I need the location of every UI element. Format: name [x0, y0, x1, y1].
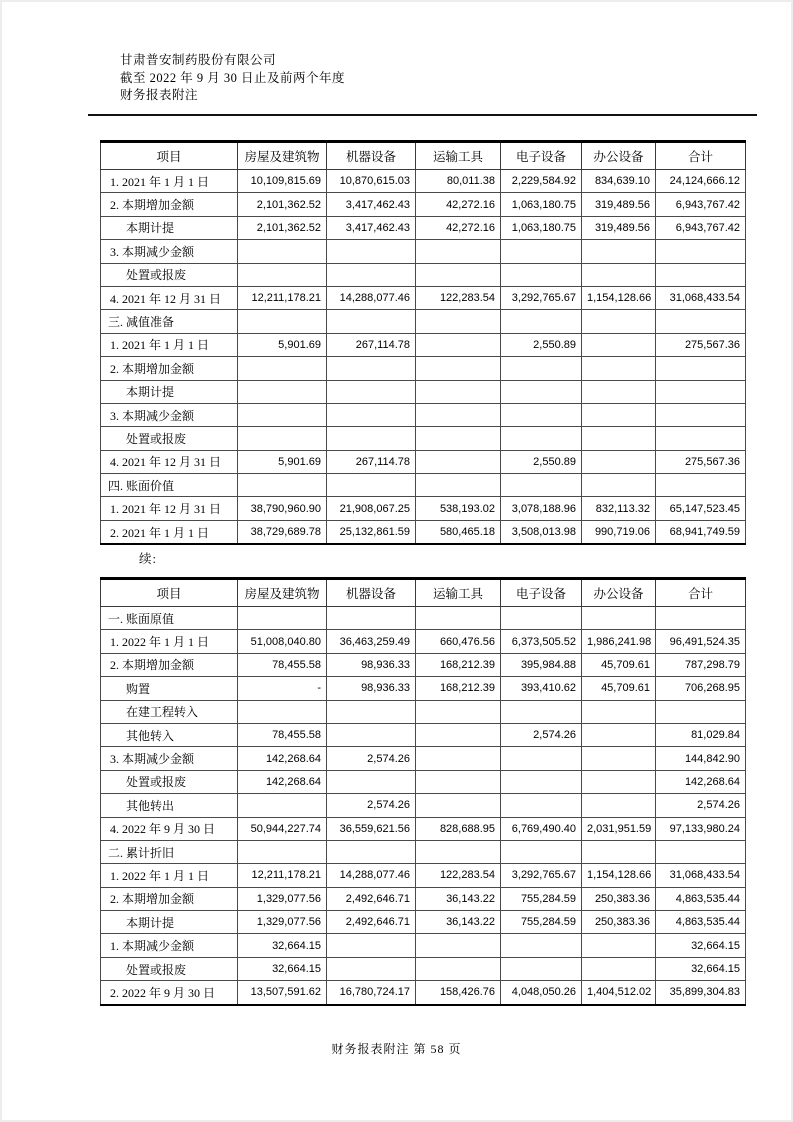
cell-value — [327, 357, 416, 380]
cell-value: 1,986,241.98 — [582, 630, 656, 653]
row-label: 1. 2021 年 1 月 1 日 — [101, 333, 238, 356]
cell-value: 1,329,077.56 — [238, 887, 327, 910]
cell-value — [327, 380, 416, 403]
table-row — [101, 817, 746, 840]
cell-value: 393,410.62 — [501, 677, 582, 700]
table-header-row — [101, 142, 746, 170]
cell-value: 2,574.26 — [327, 747, 416, 770]
cell-value: 25,132,861.59 — [327, 520, 416, 544]
cell-value — [582, 747, 656, 770]
cell-value: 1,404,512.02 — [582, 981, 656, 1005]
cell-value: 267,114.78 — [327, 333, 416, 356]
cell-value — [327, 607, 416, 630]
report-period: 截至 2022 年 9 月 30 日止及前两个年度 — [120, 70, 346, 85]
cell-value: 580,465.18 — [416, 520, 501, 544]
table-row — [101, 474, 746, 497]
cell-value: 2,550.89 — [501, 450, 582, 473]
cell-value — [416, 403, 501, 426]
cell-value — [238, 403, 327, 426]
table-row — [101, 911, 746, 934]
cell-value — [582, 474, 656, 497]
row-label: 其他转出 — [101, 794, 238, 817]
cell-value: 6,943,767.42 — [656, 216, 746, 239]
cell-value: 81,029.84 — [656, 723, 746, 746]
cell-value: 3,417,462.43 — [327, 193, 416, 216]
cell-value: 31,068,433.54 — [656, 286, 746, 309]
cell-value — [238, 607, 327, 630]
row-label: 2. 本期增加金额 — [101, 653, 238, 676]
column-header: 办公设备 — [582, 579, 656, 607]
cell-value — [656, 840, 746, 863]
cell-value — [416, 333, 501, 356]
column-header: 运输工具 — [416, 142, 501, 170]
continuation-label: 续: — [139, 552, 157, 566]
cell-value — [327, 310, 416, 333]
cell-value: 2,031,951.59 — [582, 817, 656, 840]
cell-value — [416, 450, 501, 473]
cell-value — [327, 840, 416, 863]
row-label: 本期计提 — [101, 911, 238, 934]
cell-value — [416, 427, 501, 450]
row-label: 1. 本期减少金额 — [101, 934, 238, 957]
cell-value — [416, 263, 501, 286]
cell-value — [416, 747, 501, 770]
cell-value: 32,664.15 — [656, 934, 746, 957]
cell-value: 319,489.56 — [582, 193, 656, 216]
cell-value: 828,688.95 — [416, 817, 501, 840]
header-rule — [88, 114, 757, 116]
doc-title: 财务报表附注 — [120, 88, 199, 102]
row-label: 购置 — [101, 677, 238, 700]
row-label: 1. 2022 年 1 月 1 日 — [101, 864, 238, 887]
cell-value: 755,284.59 — [501, 911, 582, 934]
cell-value — [582, 770, 656, 793]
cell-value: 144,842.90 — [656, 747, 746, 770]
cell-value — [582, 957, 656, 980]
cell-value — [582, 794, 656, 817]
table-row — [101, 747, 746, 770]
cell-value: 1,063,180.75 — [501, 193, 582, 216]
cell-value: 4,863,535.44 — [656, 887, 746, 910]
cell-value: 990,719.06 — [582, 520, 656, 544]
cell-value — [238, 427, 327, 450]
row-label: 在建工程转入 — [101, 700, 238, 723]
cell-value — [656, 380, 746, 403]
cell-value — [501, 747, 582, 770]
company-name: 甘肃普安制药股份有限公司 — [120, 53, 277, 67]
cell-value: 6,943,767.42 — [656, 193, 746, 216]
table-row — [101, 450, 746, 473]
table-row — [101, 607, 746, 630]
cell-value: 45,709.61 — [582, 653, 656, 676]
row-label: 4. 2021 年 12 月 31 日 — [101, 450, 238, 473]
column-header: 房屋及建筑物 — [238, 579, 327, 607]
cell-value — [656, 310, 746, 333]
cell-value: 142,268.64 — [238, 747, 327, 770]
cell-value — [582, 240, 656, 263]
cell-value — [416, 934, 501, 957]
cell-value — [416, 723, 501, 746]
table-row — [101, 427, 746, 450]
cell-value — [238, 700, 327, 723]
cell-value: 97,133,980.24 — [656, 817, 746, 840]
cell-value: 78,455.58 — [238, 653, 327, 676]
cell-value — [416, 794, 501, 817]
cell-value — [501, 607, 582, 630]
table-row — [101, 497, 746, 520]
cell-value: 4,863,535.44 — [656, 911, 746, 934]
column-header: 运输工具 — [416, 579, 501, 607]
table-row — [101, 240, 746, 263]
table-row — [101, 934, 746, 957]
cell-value — [327, 723, 416, 746]
cell-value: 275,567.36 — [656, 333, 746, 356]
column-header: 办公设备 — [582, 142, 656, 170]
cell-value — [238, 380, 327, 403]
table-row — [101, 957, 746, 980]
row-label: 4. 2022 年 9 月 30 日 — [101, 817, 238, 840]
cell-value: 250,383.36 — [582, 887, 656, 910]
cell-value: 42,272.16 — [416, 216, 501, 239]
fixed-assets-table-2021 — [100, 140, 746, 545]
cell-value: 267,114.78 — [327, 450, 416, 473]
cell-value — [416, 380, 501, 403]
cell-value — [238, 240, 327, 263]
row-label: 2. 2022 年 9 月 30 日 — [101, 981, 238, 1005]
cell-value: 250,383.36 — [582, 911, 656, 934]
cell-value — [238, 474, 327, 497]
cell-value — [238, 263, 327, 286]
row-label: 四. 账面价值 — [101, 474, 238, 497]
cell-value: 6,373,505.52 — [501, 630, 582, 653]
cell-value — [501, 700, 582, 723]
cell-value: 2,574.26 — [501, 723, 582, 746]
row-label: 二. 累计折旧 — [101, 840, 238, 863]
column-header: 机器设备 — [327, 579, 416, 607]
cell-value: 3,292,765.67 — [501, 864, 582, 887]
cell-value — [501, 934, 582, 957]
fixed-assets-table-2022 — [100, 577, 746, 1006]
cell-value — [327, 427, 416, 450]
cell-value: 787,298.79 — [656, 653, 746, 676]
cell-value — [327, 770, 416, 793]
table-row — [101, 520, 746, 544]
cell-value — [656, 403, 746, 426]
cell-value — [501, 310, 582, 333]
cell-value — [416, 607, 501, 630]
cell-value — [327, 240, 416, 263]
cell-value — [501, 770, 582, 793]
cell-value: 16,780,724.17 — [327, 981, 416, 1005]
cell-value: 275,567.36 — [656, 450, 746, 473]
row-label: 本期计提 — [101, 216, 238, 239]
cell-value: 38,790,960.90 — [238, 497, 327, 520]
cell-value: 5,901.69 — [238, 333, 327, 356]
table-row — [101, 794, 746, 817]
cell-value — [582, 427, 656, 450]
cell-value — [501, 240, 582, 263]
column-header: 电子设备 — [501, 142, 582, 170]
row-label: 2. 本期增加金额 — [101, 193, 238, 216]
cell-value — [501, 357, 582, 380]
cell-value: 2,574.26 — [656, 794, 746, 817]
cell-value: 2,574.26 — [327, 794, 416, 817]
cell-value: 6,769,490.40 — [501, 817, 582, 840]
cell-value — [327, 403, 416, 426]
cell-value — [327, 700, 416, 723]
cell-value — [327, 957, 416, 980]
cell-value — [501, 957, 582, 980]
row-label: 处置或报废 — [101, 770, 238, 793]
cell-value: 21,908,067.25 — [327, 497, 416, 520]
cell-value — [582, 450, 656, 473]
cell-value: 834,639.10 — [582, 170, 656, 193]
cell-value: 38,729,689.78 — [238, 520, 327, 544]
cell-value — [582, 700, 656, 723]
cell-value — [416, 310, 501, 333]
cell-value — [416, 357, 501, 380]
cell-value: 65,147,523.45 — [656, 497, 746, 520]
table-row — [101, 357, 746, 380]
cell-value — [238, 357, 327, 380]
cell-value: 122,283.54 — [416, 286, 501, 309]
cell-value: 395,984.88 — [501, 653, 582, 676]
document-header — [120, 52, 345, 105]
cell-value: 660,476.56 — [416, 630, 501, 653]
cell-value — [656, 263, 746, 286]
cell-value: 32,664.15 — [238, 957, 327, 980]
cell-value: 35,899,304.83 — [656, 981, 746, 1005]
column-header: 项目 — [101, 142, 238, 170]
row-label: 3. 本期减少金额 — [101, 240, 238, 263]
table-row — [101, 864, 746, 887]
table-header-row — [101, 579, 746, 607]
cell-value: 168,212.39 — [416, 677, 501, 700]
cell-value: 538,193.02 — [416, 497, 501, 520]
row-label: 4. 2021 年 12 月 31 日 — [101, 286, 238, 309]
row-label: 1. 2021 年 1 月 1 日 — [101, 170, 238, 193]
table-row — [101, 723, 746, 746]
table-row — [101, 333, 746, 356]
row-label: 处置或报废 — [101, 957, 238, 980]
cell-value: 42,272.16 — [416, 193, 501, 216]
cell-value — [656, 700, 746, 723]
row-label: 一. 账面原值 — [101, 607, 238, 630]
table-row — [101, 263, 746, 286]
row-label: 三. 减值准备 — [101, 310, 238, 333]
cell-value: 14,288,077.46 — [327, 286, 416, 309]
cell-value: 24,124,666.12 — [656, 170, 746, 193]
cell-value: 14,288,077.46 — [327, 864, 416, 887]
table-row — [101, 770, 746, 793]
cell-value: 78,455.58 — [238, 723, 327, 746]
cell-value — [582, 380, 656, 403]
cell-value — [582, 934, 656, 957]
column-header: 项目 — [101, 579, 238, 607]
row-label: 3. 本期减少金额 — [101, 403, 238, 426]
table-row — [101, 981, 746, 1005]
cell-value: 13,507,591.62 — [238, 981, 327, 1005]
cell-value: 31,068,433.54 — [656, 864, 746, 887]
cell-value: 3,417,462.43 — [327, 216, 416, 239]
cell-value: 319,489.56 — [582, 216, 656, 239]
cell-value: 2,229,584.92 — [501, 170, 582, 193]
column-header: 房屋及建筑物 — [238, 142, 327, 170]
cell-value: 12,211,178.21 — [238, 286, 327, 309]
table-row — [101, 653, 746, 676]
cell-value: 10,870,615.03 — [327, 170, 416, 193]
cell-value — [501, 474, 582, 497]
row-label: 2. 本期增加金额 — [101, 357, 238, 380]
cell-value — [238, 840, 327, 863]
cell-value: 1,329,077.56 — [238, 911, 327, 934]
table-row — [101, 193, 746, 216]
cell-value: 32,664.15 — [656, 957, 746, 980]
table-row — [101, 216, 746, 239]
table-row — [101, 677, 746, 700]
cell-value — [501, 380, 582, 403]
table-row — [101, 310, 746, 333]
cell-value — [582, 333, 656, 356]
cell-value — [582, 840, 656, 863]
cell-value: 36,463,259.49 — [327, 630, 416, 653]
row-label: 3. 本期减少金额 — [101, 747, 238, 770]
cell-value: 755,284.59 — [501, 887, 582, 910]
cell-value: 2,492,646.71 — [327, 887, 416, 910]
cell-value: 45,709.61 — [582, 677, 656, 700]
row-label: 其他转入 — [101, 723, 238, 746]
cell-value — [656, 474, 746, 497]
row-label: 本期计提 — [101, 380, 238, 403]
cell-value — [501, 403, 582, 426]
cell-value: 1,154,128.66 — [582, 286, 656, 309]
table-row — [101, 887, 746, 910]
cell-value — [656, 357, 746, 380]
cell-value: 2,101,362.52 — [238, 216, 327, 239]
cell-value — [416, 770, 501, 793]
cell-value — [582, 310, 656, 333]
cell-value — [327, 263, 416, 286]
row-label: 处置或报废 — [101, 263, 238, 286]
cell-value: 68,941,749.59 — [656, 520, 746, 544]
cell-value — [656, 607, 746, 630]
table-row — [101, 380, 746, 403]
cell-value: 80,011.38 — [416, 170, 501, 193]
cell-value: 2,550.89 — [501, 333, 582, 356]
table-row — [101, 700, 746, 723]
cell-value — [582, 263, 656, 286]
cell-value: 51,008,040.80 — [238, 630, 327, 653]
table-row — [101, 403, 746, 426]
cell-value: 36,143.22 — [416, 887, 501, 910]
cell-value: 3,292,765.67 — [501, 286, 582, 309]
cell-value: 36,559,621.56 — [327, 817, 416, 840]
cell-value: 168,212.39 — [416, 653, 501, 676]
cell-value: 5,901.69 — [238, 450, 327, 473]
cell-value — [656, 240, 746, 263]
cell-value: 1,063,180.75 — [501, 216, 582, 239]
row-label: 1. 2021 年 12 月 31 日 — [101, 497, 238, 520]
cell-value — [582, 403, 656, 426]
cell-value: 832,113.32 — [582, 497, 656, 520]
table-row — [101, 840, 746, 863]
cell-value: 706,268.95 — [656, 677, 746, 700]
cell-value: 3,078,188.96 — [501, 497, 582, 520]
column-header: 电子设备 — [501, 579, 582, 607]
table-row — [101, 286, 746, 309]
cell-value: 32,664.15 — [238, 934, 327, 957]
cell-value: - — [238, 677, 327, 700]
cell-value: 1,154,128.66 — [582, 864, 656, 887]
cell-value — [416, 840, 501, 863]
cell-value — [416, 957, 501, 980]
cell-value: 2,101,362.52 — [238, 193, 327, 216]
row-label: 处置或报废 — [101, 427, 238, 450]
cell-value: 98,936.33 — [327, 677, 416, 700]
cell-value: 158,426.76 — [416, 981, 501, 1005]
cell-value — [582, 723, 656, 746]
cell-value: 4,048,050.26 — [501, 981, 582, 1005]
cell-value — [416, 700, 501, 723]
cell-value: 96,491,524.35 — [656, 630, 746, 653]
cell-value: 12,211,178.21 — [238, 864, 327, 887]
cell-value: 36,143.22 — [416, 911, 501, 934]
cell-value — [416, 240, 501, 263]
cell-value — [501, 840, 582, 863]
cell-value: 142,268.64 — [656, 770, 746, 793]
cell-value — [501, 794, 582, 817]
cell-value — [238, 310, 327, 333]
cell-value: 142,268.64 — [238, 770, 327, 793]
row-label: 2. 本期增加金额 — [101, 887, 238, 910]
row-label: 1. 2022 年 1 月 1 日 — [101, 630, 238, 653]
cell-value — [582, 607, 656, 630]
row-label: 2. 2021 年 1 月 1 日 — [101, 520, 238, 544]
cell-value — [416, 474, 501, 497]
cell-value: 50,944,227.74 — [238, 817, 327, 840]
page-footer: 财务报表附注 第 58 页 — [331, 1042, 462, 1056]
cell-value: 122,283.54 — [416, 864, 501, 887]
cell-value — [501, 263, 582, 286]
cell-value: 98,936.33 — [327, 653, 416, 676]
cell-value — [582, 357, 656, 380]
table-row — [101, 170, 746, 193]
cell-value — [327, 934, 416, 957]
cell-value — [656, 427, 746, 450]
column-header: 机器设备 — [327, 142, 416, 170]
cell-value: 10,109,815.69 — [238, 170, 327, 193]
cell-value — [327, 474, 416, 497]
column-header: 合计 — [656, 142, 746, 170]
cell-value — [238, 794, 327, 817]
table-row — [101, 630, 746, 653]
column-header: 合计 — [656, 579, 746, 607]
cell-value: 3,508,013.98 — [501, 520, 582, 544]
cell-value: 2,492,646.71 — [327, 911, 416, 934]
cell-value — [501, 427, 582, 450]
